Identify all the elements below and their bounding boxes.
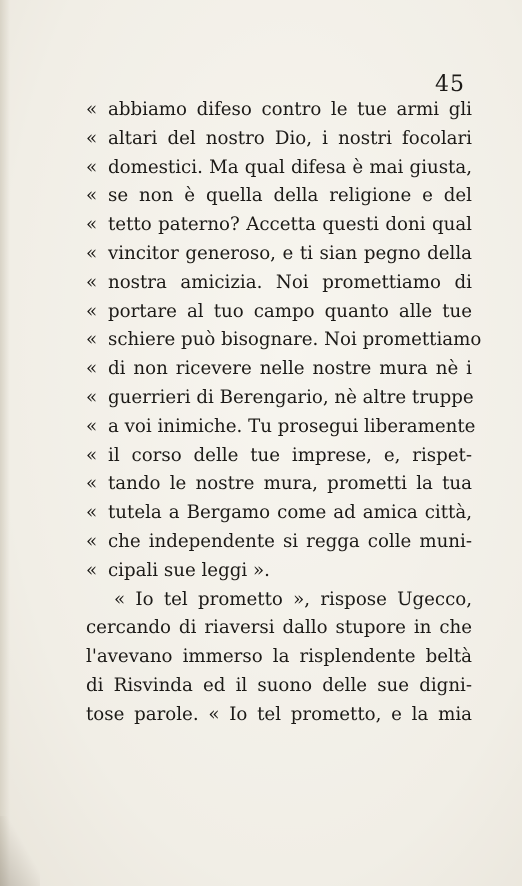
line-text: di non ricevere nelle nostre mura nè i [108, 358, 472, 380]
line-text: nostra amicizia. Noi promettiamo di [108, 271, 472, 293]
guillemet-mark: « [86, 502, 98, 524]
guillemet-mark: « [86, 156, 98, 178]
text-line [86, 384, 472, 413]
text-line [86, 528, 472, 557]
line-text: a voi inimiche. Tu prosegui liberamente [108, 415, 476, 437]
guillemet-mark: « [86, 127, 98, 149]
text-line [86, 672, 472, 701]
line-text: tutela a Bergamo come ad amica città, [108, 502, 472, 524]
body-text [86, 96, 482, 730]
text-line [86, 355, 472, 384]
page-gutter-shadow [0, 0, 10, 886]
guillemet-mark: « [86, 415, 98, 437]
line-text: « Io tel prometto », rispose Ugecco, [114, 588, 472, 610]
line-text: vincitor generoso, e ti sian pegno della [108, 242, 472, 264]
text-line [86, 442, 472, 471]
guillemet-mark: « [86, 242, 98, 264]
text-line [86, 326, 482, 355]
guillemet-mark: « [86, 444, 98, 466]
line-text: se non è quella della religione e del [108, 185, 472, 207]
guillemet-mark: « [86, 329, 98, 351]
text-line [86, 269, 472, 298]
text-line [86, 240, 472, 269]
line-text: domestici. Ma qual difesa è mai giusta, [108, 156, 472, 178]
line-text: cipali sue leggi ». [108, 559, 270, 581]
line-text: che independente si regga colle muni- [108, 530, 472, 552]
line-text: di Risvinda ed il suono delle sue digni- [86, 674, 472, 696]
text-line [86, 614, 472, 643]
text-line [86, 413, 476, 442]
line-text: l'avevano immerso la risplendente beltà [86, 646, 472, 668]
page-number: 45 [435, 72, 465, 97]
line-text: altari del nostro Dio, i nostri focolari [108, 127, 472, 149]
paragraph-first-line [86, 586, 472, 615]
text-line [86, 211, 472, 240]
line-text: schiere può bisognare. Noi promettiamo [108, 329, 482, 351]
text-line [86, 96, 472, 125]
guillemet-mark: « [86, 214, 98, 236]
text-line [86, 125, 472, 154]
guillemet-mark: « [86, 386, 98, 408]
text-line [86, 154, 472, 183]
line-text: portare al tuo campo quanto alle tue [108, 300, 472, 322]
line-text: il corso delle tue imprese, e, rispet- [108, 444, 472, 466]
text-line [86, 470, 472, 499]
guillemet-mark: « [86, 358, 98, 380]
guillemet-mark: « [86, 99, 98, 120]
line-text: abbiamo difeso contro le tue armi gli [108, 99, 472, 120]
guillemet-mark: « [86, 473, 98, 495]
text-line [86, 557, 472, 586]
guillemet-mark: « [86, 185, 98, 207]
guillemet-mark: « [86, 530, 98, 552]
text-line [86, 643, 472, 672]
page-corner-shadow [0, 816, 40, 886]
line-text: tando le nostre mura, prometti la tua [108, 473, 472, 495]
text-line [86, 298, 472, 327]
text-line [86, 499, 472, 528]
guillemet-mark: « [86, 300, 98, 322]
line-text: guerrieri di Berengario, nè altre truppe [108, 386, 474, 408]
guillemet-mark: « [86, 559, 98, 581]
text-line [86, 182, 472, 211]
text-line [86, 701, 472, 730]
guillemet-mark: « [86, 271, 98, 293]
line-text: tose parole. « Io tel prometto, e la mia [86, 703, 472, 725]
line-text: cercando di riaversi dallo stupore in che [86, 617, 472, 639]
line-text: tetto paterno? Accetta questi doni qual [108, 214, 472, 236]
